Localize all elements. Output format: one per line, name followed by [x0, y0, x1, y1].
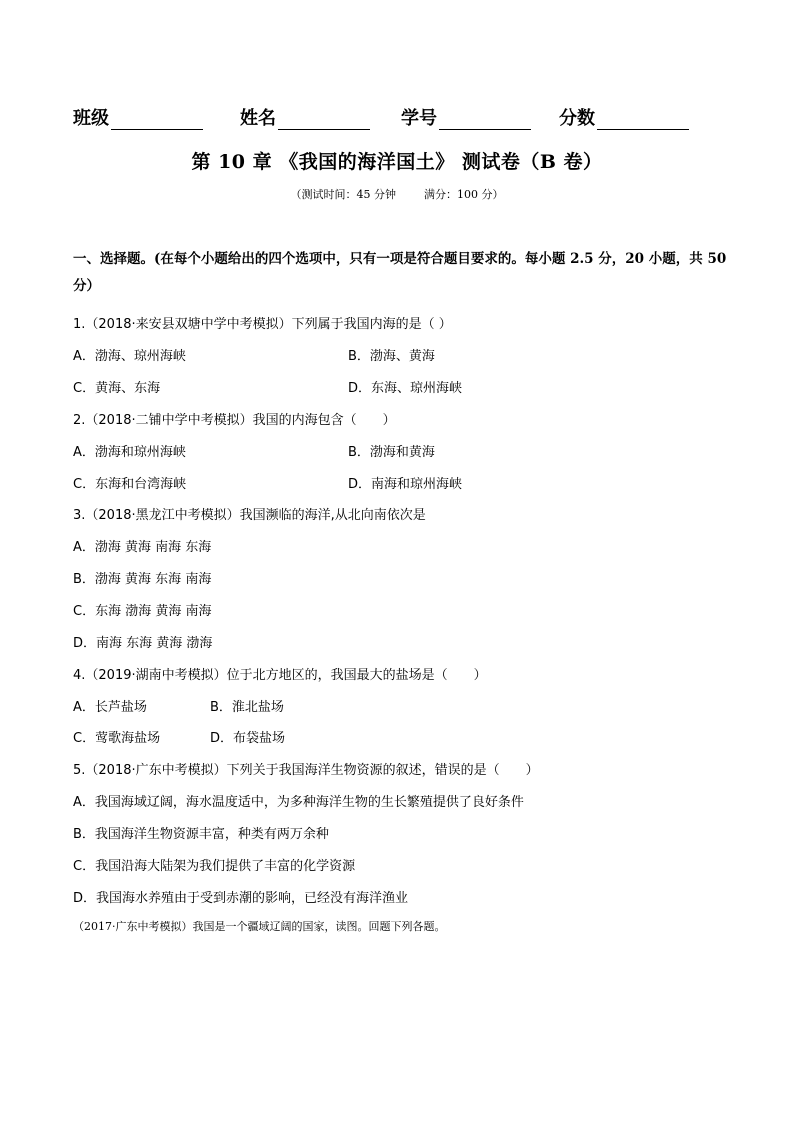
question-4-stem: 4.（2019·湖南中考模拟）位于北方地区的，我国最大的盐场是（ ）: [73, 668, 487, 683]
question-1-stem: 1.（2018·来安县双塘中学中考模拟）下列属于我国内海的是（ ）: [73, 317, 452, 332]
score-blank[interactable]: [597, 109, 689, 130]
question-2-option-d[interactable]: D．南海和琼州海峡: [348, 477, 463, 492]
question-1-option-b[interactable]: B．渤海、黄海: [348, 349, 435, 364]
student-info-row: [73, 104, 723, 130]
question-5-option-a[interactable]: A．我国海域辽阔，海水温度适中，为多种海洋生物的生长繁殖提供了良好条件: [73, 795, 524, 810]
score-field[interactable]: [559, 104, 689, 130]
student-id-label: 学号: [401, 108, 437, 129]
class-field[interactable]: [73, 104, 203, 130]
section-heading-line2: 分）: [73, 278, 100, 294]
question-1-option-a[interactable]: A．渤海、琼州海峡: [73, 349, 186, 364]
class-blank[interactable]: [111, 109, 203, 130]
question-group-intro: （2017·广东中考模拟）我国是一个疆域辽阔的国家，读图。回题下列各题。: [73, 920, 446, 933]
name-blank[interactable]: [278, 109, 370, 130]
question-4-option-c[interactable]: C．莺歌海盐场: [73, 731, 161, 746]
question-4-option-d[interactable]: D．布袋盐场: [210, 731, 286, 746]
exam-subtitle: [0, 186, 794, 202]
student-id-field[interactable]: [401, 104, 531, 130]
question-5-option-d[interactable]: D．我国海水养殖由于受到赤潮的影响，已经没有海洋渔业: [73, 891, 409, 906]
question-3-stem: 3.（2018·黑龙江中考模拟）我国濒临的海洋,从北向南依次是: [73, 508, 426, 523]
question-5-option-b[interactable]: B．我国海洋生物资源丰富，种类有两万余种: [73, 827, 329, 842]
name-field[interactable]: [240, 104, 370, 130]
class-label: 班级: [73, 108, 109, 129]
section-heading: [73, 246, 733, 300]
section-heading-line1: 一、选择题。(在每个小题给出的四个选项中，只有一项是符合题目要求的。每小题 2.5 分，20 小题，共 50: [73, 251, 727, 267]
exam-time: （测试时间：45 分钟: [290, 188, 396, 201]
question-4-option-a[interactable]: A．长芦盐场: [73, 700, 147, 715]
exam-full-score: 满分：100 分）: [424, 188, 504, 201]
question-4-option-b[interactable]: B．淮北盐场: [210, 700, 284, 715]
page-title: 第 10 章 《我国的海洋国土》 测试卷（B 卷）: [191, 151, 603, 173]
question-5-option-c[interactable]: C．我国沿海大陆架为我们提供了丰富的化学资源: [73, 859, 356, 874]
question-2-option-c[interactable]: C．东海和台湾海峡: [73, 477, 187, 492]
question-5-stem: 5.（2018·广东中考模拟）下列关于我国海洋生物资源的叙述，错误的是（ ）: [73, 763, 539, 778]
question-2-option-b[interactable]: B．渤海和黄海: [348, 445, 435, 460]
question-2-stem: 2.（2018·二铺中学中考模拟）我国的内海包含（ ）: [73, 413, 396, 428]
score-label: 分数: [559, 108, 595, 129]
question-2-option-a[interactable]: A．渤海和琼州海峡: [73, 445, 186, 460]
name-label: 姓名: [240, 108, 276, 129]
question-3-option-d[interactable]: D．南海 东海 黄海 渤海: [73, 636, 213, 651]
question-3-option-b[interactable]: B．渤海 黄海 东海 南海: [73, 572, 212, 587]
student-id-blank[interactable]: [439, 109, 531, 130]
question-3-option-c[interactable]: C．东海 渤海 黄海 南海: [73, 604, 212, 619]
question-3-option-a[interactable]: A．渤海 黄海 南海 东海: [73, 540, 212, 555]
question-1-option-d[interactable]: D．东海、琼州海峡: [348, 381, 463, 396]
question-1-option-c[interactable]: C．黄海、东海: [73, 381, 161, 396]
